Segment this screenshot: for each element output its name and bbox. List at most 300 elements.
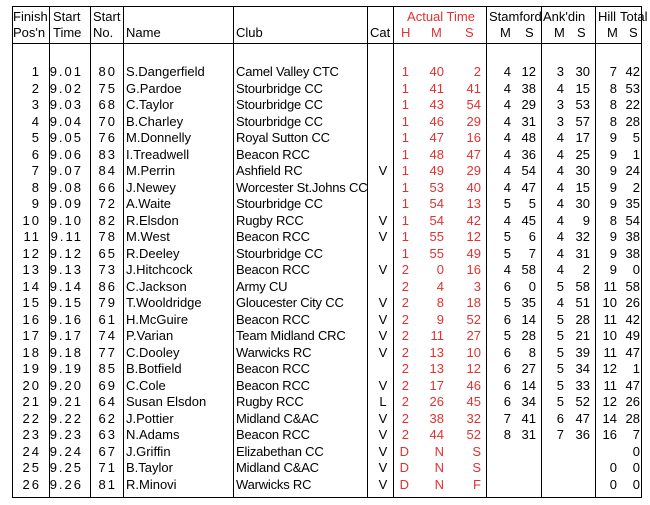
time-seconds: 40 <box>466 179 481 195</box>
time-seconds: 12 <box>466 361 481 376</box>
time-minutes: 13 <box>429 344 444 360</box>
time-minutes: 53 <box>429 179 444 195</box>
start-time: 9.03 <box>49 97 83 112</box>
stamford-minutes: 6 <box>503 361 511 376</box>
finish-position: 23 <box>22 427 41 442</box>
time-hours: 1 <box>401 229 409 244</box>
header-finish-2: Pos'n <box>13 25 46 40</box>
rider-name: G.Pardoe <box>126 80 182 96</box>
start-time: 9.11 <box>50 229 83 244</box>
column-divider <box>541 7 542 497</box>
stamford-minutes: 6 <box>503 377 511 393</box>
hill-minutes: 10 <box>602 328 617 343</box>
time-minutes: 47 <box>429 130 444 145</box>
stamford-seconds: 45 <box>521 212 536 228</box>
time-minutes: 46 <box>429 113 444 129</box>
start-number: 72 <box>98 196 117 211</box>
start-number: 75 <box>98 80 117 96</box>
hill-seconds: 24 <box>625 163 640 178</box>
time-seconds: 45 <box>466 394 481 409</box>
stamford-seconds: 34 <box>521 394 536 409</box>
hill-seconds: 47 <box>625 377 640 393</box>
ankdin-seconds: 2 <box>582 262 590 277</box>
ankdin-minutes: 5 <box>556 311 564 327</box>
rider-name: J.Hitchcock <box>126 262 193 277</box>
column-divider <box>233 7 234 497</box>
hill-minutes: 9 <box>609 245 617 261</box>
club-name: Beacon RCC <box>236 262 310 277</box>
hill-seconds: 0 <box>632 476 640 492</box>
time-seconds: 12 <box>466 229 481 244</box>
hill-seconds: 38 <box>625 229 640 244</box>
time-seconds: 10 <box>466 344 481 360</box>
stamford-minutes: 6 <box>503 278 511 294</box>
time-hours: 1 <box>401 146 409 162</box>
ankdin-minutes: 5 <box>556 394 564 409</box>
start-time: 9.19 <box>49 361 83 376</box>
start-time: 9.07 <box>49 163 83 178</box>
hill-minutes: 9 <box>609 262 617 277</box>
hill-seconds: 26 <box>625 394 640 409</box>
time-hours: 2 <box>401 328 409 343</box>
time-hours: 1 <box>401 130 409 145</box>
hill-minutes: 7 <box>609 64 617 79</box>
hill-seconds: 26 <box>625 295 640 310</box>
time-minutes: 0 <box>436 262 444 277</box>
stamford-minutes: 4 <box>503 97 511 112</box>
rider-name: J.Pottier <box>126 410 174 426</box>
rider-name: R.Deeley <box>126 245 180 261</box>
hill-minutes: 11 <box>603 278 617 294</box>
hill-seconds: 54 <box>625 212 640 228</box>
hill-seconds: 1 <box>632 361 640 376</box>
header-start-time-1: Start <box>53 9 81 24</box>
club-name: Elizabethan CC <box>236 443 324 459</box>
header-actual-time: Actual Time <box>407 9 475 24</box>
start-number: 76 <box>98 130 117 145</box>
hill-minutes: 9 <box>609 130 617 145</box>
ankdin-minutes: 5 <box>556 361 564 376</box>
start-time: 9.17 <box>49 328 83 343</box>
time-minutes: 55 <box>429 229 444 244</box>
start-number: 61 <box>98 311 117 327</box>
ankdin-seconds: 57 <box>575 113 590 129</box>
time-seconds: 41 <box>466 80 481 96</box>
stamford-seconds: 38 <box>521 80 536 96</box>
hill-seconds: 42 <box>625 311 640 327</box>
category: V <box>378 476 388 492</box>
stamford-minutes: 5 <box>503 245 511 261</box>
ankdin-seconds: 58 <box>575 278 590 294</box>
header-ankdin: Ank'din <box>543 9 586 24</box>
time-minutes: 38 <box>429 410 444 426</box>
hill-seconds: 28 <box>625 113 640 129</box>
header-rule <box>13 43 641 44</box>
stamford-minutes: 4 <box>503 212 511 228</box>
time-seconds: 18 <box>466 295 481 310</box>
start-number: 62 <box>98 410 117 426</box>
club-name: Warwicks RC <box>236 476 312 492</box>
hill-minutes: 8 <box>609 113 617 129</box>
stamford-minutes: 8 <box>503 427 511 442</box>
time-minutes: N <box>434 476 444 492</box>
time-seconds: 49 <box>466 245 481 261</box>
time-hours: 1 <box>401 212 409 228</box>
time-minutes: 26 <box>429 394 444 409</box>
stamford-seconds: 41 <box>521 410 536 426</box>
ankdin-minutes: 4 <box>556 80 564 96</box>
time-seconds: 16 <box>466 130 481 145</box>
column-divider <box>393 7 394 497</box>
category: V <box>378 229 388 244</box>
start-time: 9.22 <box>49 410 83 426</box>
finish-position: 5 <box>31 130 41 145</box>
stamford-seconds: 35 <box>521 295 536 310</box>
finish-position: 22 <box>22 410 41 426</box>
start-time: 9.05 <box>49 130 83 145</box>
time-hours: 1 <box>401 80 409 96</box>
time-hours: 2 <box>401 377 409 393</box>
category: V <box>378 443 388 459</box>
start-time: 9.09 <box>49 196 83 211</box>
time-minutes: 8 <box>436 295 444 310</box>
start-number: 67 <box>98 443 117 459</box>
start-number: 80 <box>98 64 117 79</box>
time-seconds: 29 <box>466 163 481 178</box>
hill-minutes: 0 <box>609 476 617 492</box>
time-seconds: 52 <box>466 311 481 327</box>
time-minutes: 54 <box>429 212 444 228</box>
start-number: 78 <box>98 229 117 244</box>
ankdin-minutes: 5 <box>556 344 564 360</box>
club-name: Worcester St.Johns CC <box>236 179 368 195</box>
stamford-minutes: 6 <box>503 311 511 327</box>
category: V <box>378 295 388 310</box>
rider-name: R.Elsdon <box>126 212 179 228</box>
time-hours: D <box>399 460 409 475</box>
start-number: 70 <box>98 113 117 129</box>
rider-name: T.Wooldridge <box>126 295 202 310</box>
club-name: Rugby RCC <box>236 394 304 409</box>
ankdin-seconds: 30 <box>575 196 590 211</box>
club-name: Stourbridge CC <box>236 80 323 96</box>
time-hours: D <box>399 443 409 459</box>
time-seconds: 42 <box>466 212 481 228</box>
time-minutes: N <box>434 460 444 475</box>
start-time: 9.21 <box>49 394 83 409</box>
stamford-seconds: 31 <box>521 113 536 129</box>
stamford-seconds: 48 <box>521 130 536 145</box>
ankdin-seconds: 15 <box>575 179 590 195</box>
hill-minutes: 0 <box>609 460 617 475</box>
hill-seconds: 42 <box>625 64 640 79</box>
start-time: 9.13 <box>49 262 83 277</box>
stamford-minutes: 6 <box>503 394 511 409</box>
ankdin-seconds: 36 <box>575 427 590 442</box>
time-seconds: 32 <box>466 410 481 426</box>
finish-position: 19 <box>22 361 41 376</box>
start-number: 73 <box>98 262 117 277</box>
category: V <box>378 427 388 442</box>
finish-position: 6 <box>31 146 41 162</box>
time-minutes: 40 <box>429 64 444 79</box>
finish-position: 11 <box>23 229 41 244</box>
club-name: Stourbridge CC <box>236 113 323 129</box>
ankdin-minutes: 4 <box>556 245 564 261</box>
club-name: Gloucester City CC <box>236 295 344 310</box>
header-finish-1: Finish <box>13 9 48 24</box>
header-hill: Hill <box>598 9 617 24</box>
hill-minutes: 9 <box>609 179 617 195</box>
time-hours: 1 <box>401 245 409 261</box>
club-name: Beacon RCC <box>236 377 310 393</box>
hill-seconds: 0 <box>632 443 640 459</box>
time-hours: D <box>399 476 409 492</box>
stamford-minutes: 6 <box>503 344 511 360</box>
start-number: 84 <box>98 163 117 178</box>
stamford-minutes: 4 <box>503 113 511 129</box>
start-time: 9.25 <box>49 460 83 475</box>
club-name: Midland C&AC <box>236 460 319 475</box>
start-time: 9.23 <box>49 427 83 442</box>
ankdin-seconds: 47 <box>575 410 590 426</box>
club-name: Team Midland CRC <box>236 328 346 343</box>
start-number: 83 <box>98 146 117 162</box>
start-number: 63 <box>98 427 117 442</box>
ankdin-seconds: 15 <box>575 80 590 96</box>
header-stamford: Stamford <box>489 9 542 24</box>
time-seconds: 52 <box>466 427 481 442</box>
club-name: Camel Valley CTC <box>236 64 339 79</box>
start-time: 9.15 <box>49 295 83 310</box>
hill-seconds: 7 <box>632 427 640 442</box>
club-name: Ashfield RC <box>236 163 303 178</box>
ankdin-seconds: 33 <box>575 377 590 393</box>
stamford-minutes: 4 <box>503 130 511 145</box>
ankdin-minutes: 4 <box>556 130 564 145</box>
start-number: 71 <box>98 460 117 475</box>
ankdin-minutes: 4 <box>556 196 564 211</box>
stamford-seconds: 31 <box>521 427 536 442</box>
stamford-seconds: 14 <box>521 377 536 393</box>
header-sub-m: M <box>554 25 565 40</box>
ankdin-seconds: 51 <box>575 295 590 310</box>
stamford-minutes: 4 <box>503 146 511 162</box>
start-time: 9.06 <box>49 146 83 162</box>
time-minutes: 9 <box>436 311 444 327</box>
ankdin-minutes: 3 <box>556 64 564 79</box>
rider-name: M.West <box>126 229 170 244</box>
header-sub-s: S <box>525 25 534 40</box>
finish-position: 4 <box>31 113 41 129</box>
category: L <box>379 394 387 409</box>
hill-seconds: 28 <box>625 410 640 426</box>
category: V <box>378 344 388 360</box>
category: V <box>378 311 388 327</box>
stamford-seconds: 8 <box>528 344 536 360</box>
start-time: 9.02 <box>49 80 83 96</box>
header-start-no-2: No. <box>93 25 114 40</box>
hill-minutes: 8 <box>609 97 617 112</box>
start-time: 9.04 <box>49 113 83 129</box>
club-name: Beacon RCC <box>236 229 310 244</box>
ankdin-seconds: 31 <box>575 245 590 261</box>
stamford-seconds: 12 <box>521 64 536 79</box>
time-seconds: 29 <box>466 113 481 129</box>
hill-minutes: 12 <box>602 361 617 376</box>
hill-seconds: 35 <box>625 196 640 211</box>
time-hours: 2 <box>401 394 409 409</box>
ankdin-seconds: 17 <box>575 130 590 145</box>
start-time: 9.26 <box>49 476 83 492</box>
finish-position: 20 <box>22 377 41 393</box>
time-seconds: 13 <box>466 196 481 211</box>
ankdin-minutes: 4 <box>556 229 564 244</box>
finish-position: 15 <box>22 295 41 310</box>
ankdin-minutes: 6 <box>556 410 564 426</box>
time-hours: 2 <box>401 262 409 277</box>
finish-position: 21 <box>22 394 41 409</box>
column-divider <box>123 7 124 497</box>
time-minutes: N <box>434 443 444 459</box>
stamford-minutes: 4 <box>503 64 511 79</box>
hill-minutes: 11 <box>603 377 617 393</box>
start-number: 79 <box>98 295 117 310</box>
category: V <box>378 377 388 393</box>
time-hours: 1 <box>401 179 409 195</box>
time-minutes: 4 <box>436 278 444 294</box>
finish-position: 9 <box>31 196 41 211</box>
start-time: 9.18 <box>49 344 83 360</box>
club-name: Rugby RCC <box>236 212 304 228</box>
ankdin-minutes: 4 <box>556 295 564 310</box>
header-club: Club <box>236 25 263 40</box>
rider-name: M.Donnelly <box>126 130 192 145</box>
stamford-seconds: 28 <box>521 328 536 343</box>
time-seconds: 46 <box>466 377 481 393</box>
stamford-minutes: 5 <box>503 295 511 310</box>
time-hours: 2 <box>401 410 409 426</box>
club-name: Beacon RCC <box>236 361 310 376</box>
ankdin-minutes: 3 <box>556 97 564 112</box>
time-minutes: 49 <box>429 163 444 178</box>
stamford-seconds: 0 <box>528 278 536 294</box>
ankdin-seconds: 9 <box>582 212 590 228</box>
start-time: 9.14 <box>49 278 83 294</box>
hill-seconds: 0 <box>632 460 640 475</box>
header-sub-m: M <box>500 25 511 40</box>
hill-minutes: 16 <box>602 427 617 442</box>
category: V <box>378 328 388 343</box>
time-seconds: S <box>472 443 481 459</box>
start-number: 77 <box>98 344 117 360</box>
stamford-seconds: 54 <box>521 163 536 178</box>
time-hours: 1 <box>401 113 409 129</box>
time-hours: 2 <box>401 427 409 442</box>
header-sub-s: S <box>577 25 586 40</box>
club-name: Warwicks RC <box>236 344 312 360</box>
hill-seconds: 49 <box>625 328 640 343</box>
start-number: 66 <box>98 179 117 195</box>
category: V <box>378 163 388 178</box>
time-seconds: 2 <box>473 64 481 79</box>
rider-name: J.Newey <box>126 179 176 195</box>
rider-name: M.Perrin <box>126 163 176 178</box>
header-s: S <box>465 25 474 40</box>
hill-minutes: 8 <box>609 80 617 96</box>
hill-seconds: 58 <box>625 278 640 294</box>
finish-position: 12 <box>22 245 41 261</box>
time-hours: 2 <box>401 344 409 360</box>
ankdin-minutes: 3 <box>556 113 564 129</box>
ankdin-minutes: 5 <box>556 377 564 393</box>
stamford-seconds: 27 <box>521 361 536 376</box>
rider-name: N.Adams <box>126 427 180 442</box>
time-hours: 2 <box>401 278 409 294</box>
stamford-minutes: 4 <box>503 163 511 178</box>
rider-name: Susan Elsdon <box>126 394 207 409</box>
header-sub-m: M <box>607 25 618 40</box>
hill-seconds: 2 <box>632 179 640 195</box>
time-hours: 2 <box>401 295 409 310</box>
hill-minutes: 10 <box>602 295 617 310</box>
stamford-minutes: 5 <box>503 196 511 211</box>
time-minutes: 11 <box>430 328 444 343</box>
start-number: 85 <box>98 361 117 376</box>
column-divider <box>595 7 596 497</box>
time-hours: 1 <box>401 163 409 178</box>
finish-position: 3 <box>31 97 41 112</box>
rider-name: P.Varian <box>126 328 174 343</box>
ankdin-seconds: 28 <box>575 311 590 327</box>
header-name: Name <box>126 25 161 40</box>
start-number: 64 <box>98 394 117 409</box>
time-seconds: F <box>473 476 481 492</box>
club-name: Stourbridge CC <box>236 196 323 211</box>
column-divider <box>486 7 487 497</box>
hill-minutes: 12 <box>602 394 617 409</box>
hill-seconds: 38 <box>625 245 640 261</box>
club-name: Stourbridge CC <box>236 245 323 261</box>
finish-position: 17 <box>22 328 41 343</box>
ankdin-seconds: 30 <box>575 163 590 178</box>
time-seconds: 54 <box>466 97 481 112</box>
finish-position: 7 <box>31 163 41 178</box>
start-number: 86 <box>98 278 117 294</box>
hill-minutes: 11 <box>603 344 617 360</box>
rider-name: H.McGuire <box>126 311 189 327</box>
time-minutes: 54 <box>429 196 444 211</box>
rider-name: C.Taylor <box>126 97 174 112</box>
club-name: Army CU <box>236 278 288 294</box>
ankdin-minutes: 4 <box>556 179 564 195</box>
time-hours: 1 <box>401 196 409 211</box>
ankdin-seconds: 32 <box>575 229 590 244</box>
rider-name: B.Taylor <box>126 460 173 475</box>
header-start-no-1: Start <box>93 9 121 24</box>
hill-minutes: 8 <box>609 212 617 228</box>
club-name: Beacon RCC <box>236 146 310 162</box>
stamford-seconds: 14 <box>521 311 536 327</box>
finish-position: 14 <box>22 278 41 294</box>
stamford-seconds: 36 <box>521 146 536 162</box>
start-time: 9.24 <box>49 443 83 459</box>
stamford-minutes: 4 <box>503 179 511 195</box>
finish-position: 8 <box>31 179 41 195</box>
header-cat: Cat <box>370 25 391 40</box>
time-hours: 2 <box>401 311 409 327</box>
finish-position: 10 <box>22 212 41 228</box>
